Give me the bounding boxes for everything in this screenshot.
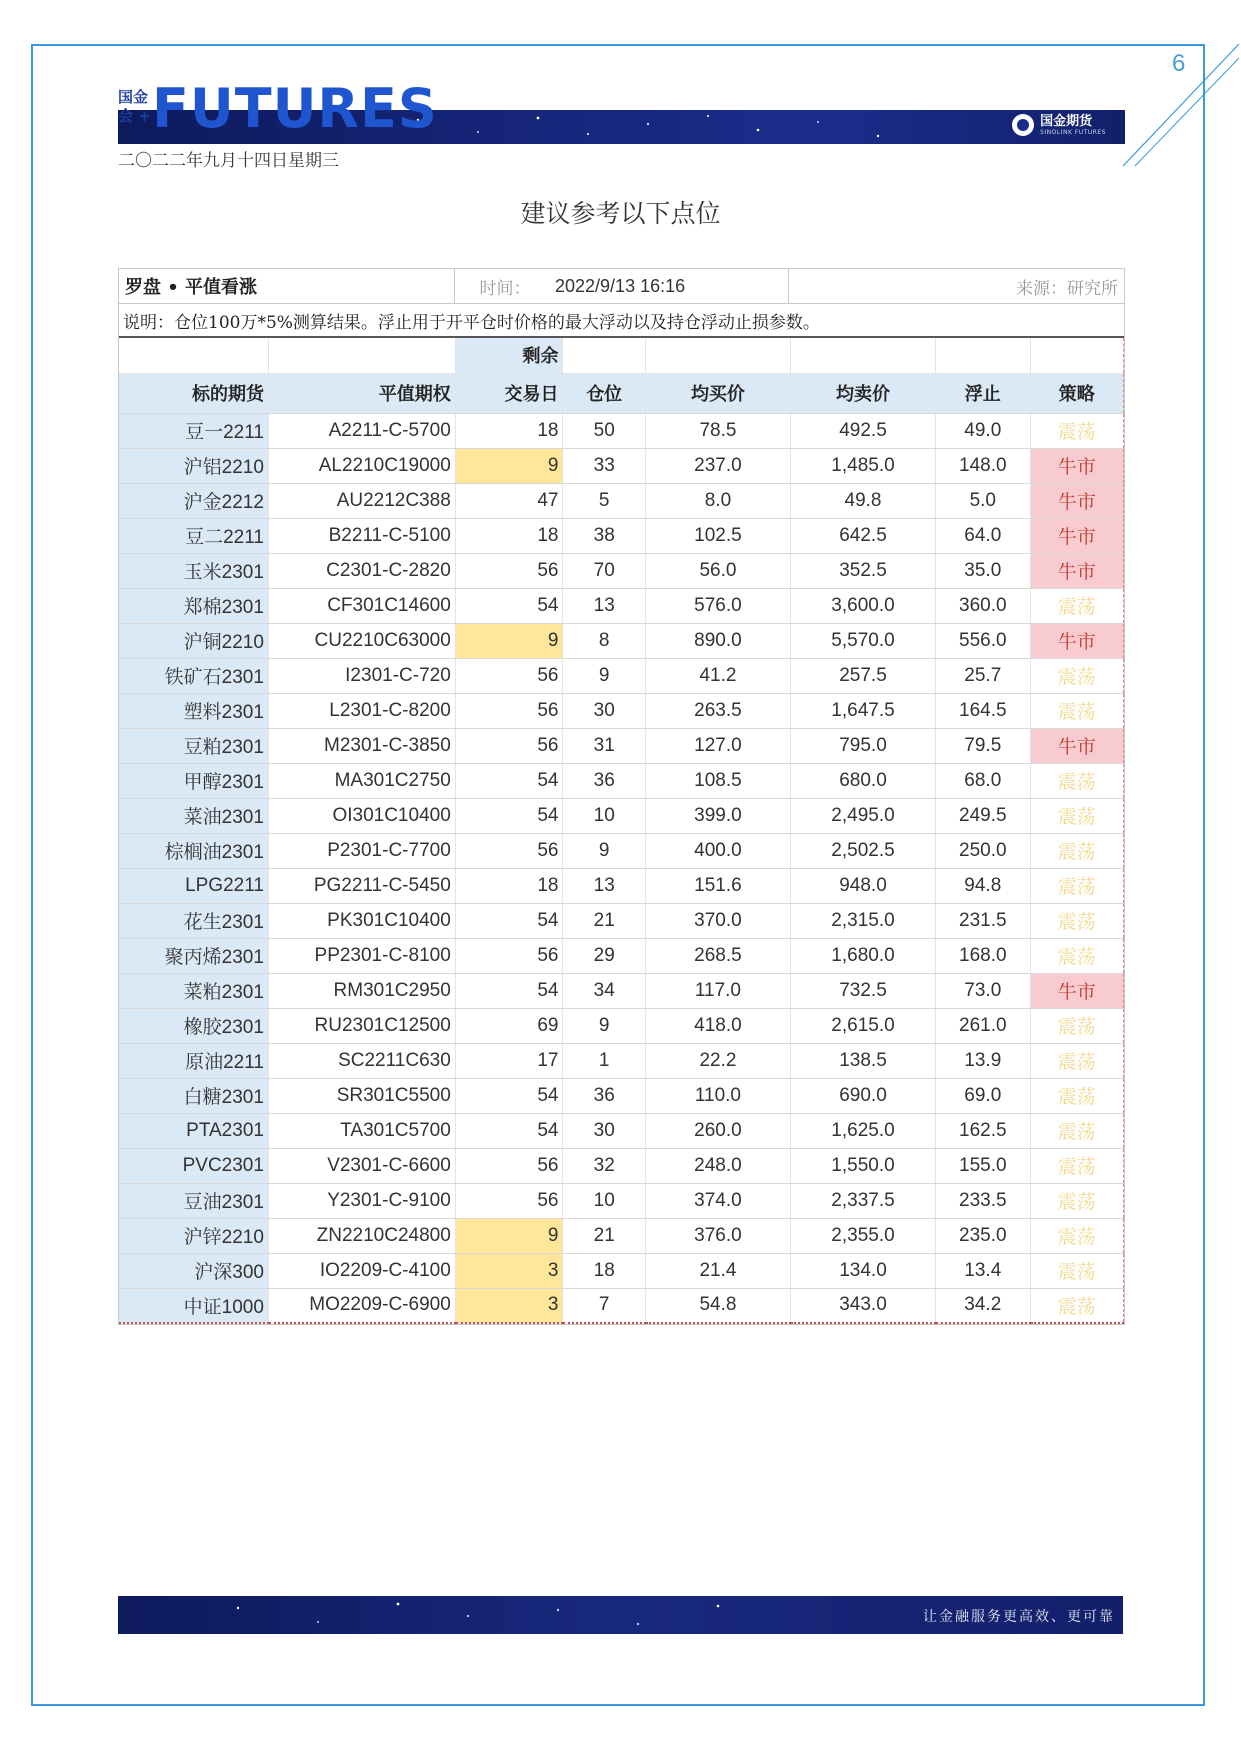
cell-option: MA301C2750 [268,763,455,798]
cell-option: RU2301C12500 [268,1008,455,1043]
cell-option: TA301C5700 [268,1113,455,1148]
cell-position: 30 [563,1113,645,1148]
cell-float-stop: 250.0 [936,833,1031,868]
header-blank [790,338,935,373]
header-strategy: 策略 [1030,373,1123,413]
table-row [119,1288,1124,1323]
cell-float-stop: 162.5 [936,1113,1031,1148]
cell-avg-sell: 343.0 [790,1288,935,1323]
cell-avg-sell: 3,600.0 [790,588,935,623]
cell-strategy: 震荡 [1030,1008,1123,1043]
cell-position: 9 [563,1008,645,1043]
cell-float-stop: 25.7 [936,658,1031,693]
cell-float-stop: 249.5 [936,798,1031,833]
cell-avg-buy: 127.0 [645,728,790,763]
cell-underlying: 沪深300 [119,1253,268,1288]
cell-underlying: 豆粕2301 [119,728,268,763]
meta-row [119,269,1124,304]
table-row [119,1043,1124,1078]
header-avg-buy: 均买价 [645,373,790,413]
table-row [119,1113,1124,1148]
cell-strategy: 牛市 [1030,728,1123,763]
report-date: 二〇二二年九月十四日星期三 [118,151,339,171]
cell-avg-buy: 376.0 [645,1218,790,1253]
table-row [119,938,1124,973]
cell-underlying: PVC2301 [119,1148,268,1183]
table-row [119,658,1124,693]
cell-days: 18 [455,868,563,903]
table-row [119,588,1124,623]
cell-days: 54 [455,1078,563,1113]
cell-position: 33 [563,448,645,483]
cell-position: 7 [563,1288,645,1323]
cell-underlying: 中证1000 [119,1288,268,1323]
cell-position: 30 [563,693,645,728]
cell-avg-sell: 2,337.5 [790,1183,935,1218]
cell-days: 56 [455,938,563,973]
cell-option: B2211-C-5100 [268,518,455,553]
cell-strategy: 震荡 [1030,903,1123,938]
cell-position: 38 [563,518,645,553]
cell-strategy: 牛市 [1030,973,1123,1008]
cell-position: 10 [563,798,645,833]
cell-position: 9 [563,658,645,693]
cell-position: 5 [563,483,645,518]
cell-strategy: 震荡 [1030,1183,1123,1218]
brand-small-line2: 会 + [118,107,151,125]
cell-days: 9 [455,448,563,483]
cell-avg-sell: 1,550.0 [790,1148,935,1183]
page-title: 建议参考以下点位 [520,199,721,228]
cell-strategy: 震荡 [1030,1288,1123,1323]
cell-float-stop: 233.5 [936,1183,1031,1218]
cell-avg-sell: 2,355.0 [790,1218,935,1253]
cell-position: 21 [563,1218,645,1253]
header-position: 仓位 [563,373,645,413]
cell-underlying: 沪金2212 [119,483,268,518]
cell-avg-sell: 2,315.0 [790,903,935,938]
cell-position: 9 [563,833,645,868]
cell-avg-buy: 56.0 [645,553,790,588]
table-row [119,1078,1124,1113]
cell-position: 18 [563,1253,645,1288]
cell-avg-sell: 1,485.0 [790,448,935,483]
cell-avg-sell: 257.5 [790,658,935,693]
cell-position: 13 [563,588,645,623]
cell-option: CF301C14600 [268,588,455,623]
cell-underlying: 豆油2301 [119,1183,268,1218]
header-blank [119,338,268,373]
cell-days: 9 [455,623,563,658]
cell-days: 56 [455,728,563,763]
cell-avg-sell: 134.0 [790,1253,935,1288]
cell-avg-sell: 680.0 [790,763,935,798]
cell-option: PG2211-C-5450 [268,868,455,903]
cell-underlying: LPG2211 [119,868,268,903]
table-row [119,903,1124,938]
time-value: 2022/9/13 16:16 [555,269,789,303]
cell-strategy: 牛市 [1030,553,1123,588]
cell-avg-buy: 418.0 [645,1008,790,1043]
header-days: 交易日 [455,373,563,413]
cell-option: PP2301-C-8100 [268,938,455,973]
cell-strategy: 震荡 [1030,798,1123,833]
table-row [119,1008,1124,1043]
logo-circle-icon [1012,114,1034,136]
cell-underlying: 原油2211 [119,1043,268,1078]
cell-option: Y2301-C-9100 [268,1183,455,1218]
table-row [119,868,1124,903]
cell-float-stop: 261.0 [936,1008,1031,1043]
table-row [119,1183,1124,1218]
cell-days: 56 [455,658,563,693]
cell-avg-sell: 5,570.0 [790,623,935,658]
cell-underlying: 塑料2301 [119,693,268,728]
cell-days: 3 [455,1253,563,1288]
reference-table [118,268,1125,1325]
cell-avg-buy: 576.0 [645,588,790,623]
cell-avg-buy: 151.6 [645,868,790,903]
cell-avg-sell: 732.5 [790,973,935,1008]
cell-days: 56 [455,693,563,728]
cell-underlying: 玉米2301 [119,553,268,588]
cell-days: 56 [455,833,563,868]
page-number: 6 [1172,50,1186,77]
cell-underlying: 菜粕2301 [119,973,268,1008]
cell-float-stop: 64.0 [936,518,1031,553]
header-blank [936,338,1031,373]
cell-position: 34 [563,973,645,1008]
cell-float-stop: 164.5 [936,693,1031,728]
table-row [119,483,1124,518]
cell-days: 18 [455,518,563,553]
cell-underlying: 白糖2301 [119,1078,268,1113]
cell-position: 32 [563,1148,645,1183]
cell-option: PK301C10400 [268,903,455,938]
table-row [119,1218,1124,1253]
header-avg-sell: 均卖价 [790,373,935,413]
cell-position: 36 [563,1078,645,1113]
cell-strategy: 牛市 [1030,448,1123,483]
cell-float-stop: 155.0 [936,1148,1031,1183]
source-label: 来源：研究所 [1016,278,1118,299]
cell-days: 3 [455,1288,563,1323]
cell-days: 56 [455,1148,563,1183]
cell-avg-buy: 78.5 [645,413,790,448]
cell-avg-buy: 370.0 [645,903,790,938]
cell-option: AU2212C388 [268,483,455,518]
cell-days: 69 [455,1008,563,1043]
table-row [119,693,1124,728]
cell-option: MO2209-C-6900 [268,1288,455,1323]
cell-avg-sell: 2,502.5 [790,833,935,868]
cell-float-stop: 79.5 [936,728,1031,763]
cell-days: 54 [455,903,563,938]
cell-avg-buy: 399.0 [645,798,790,833]
cell-option: I2301-C-720 [268,658,455,693]
cell-float-stop: 49.0 [936,413,1031,448]
cell-days: 17 [455,1043,563,1078]
table-row [119,553,1124,588]
brand-small-mark [118,88,151,126]
cell-position: 36 [563,763,645,798]
table-row [119,518,1124,553]
cell-option: M2301-C-3850 [268,728,455,763]
cell-strategy: 震荡 [1030,1043,1123,1078]
cell-float-stop: 231.5 [936,903,1031,938]
cell-underlying: 沪锌2210 [119,1218,268,1253]
cell-option: C2301-C-2820 [268,553,455,588]
cell-option: IO2209-C-4100 [268,1253,455,1288]
cell-avg-sell: 1,625.0 [790,1113,935,1148]
cell-position: 1 [563,1043,645,1078]
note-text: 说明：仓位100万*5%测算结果。浮止用于开平仓时价格的最大浮动以及持仓浮动止损参数。 [119,304,1124,338]
table-row [119,973,1124,1008]
cell-underlying: 郑棉2301 [119,588,268,623]
cell-avg-buy: 268.5 [645,938,790,973]
footer-slogan: 让金融服务更高效、更可靠 [923,1609,1115,1625]
cell-avg-sell: 795.0 [790,728,935,763]
cell-underlying: 聚丙烯2301 [119,938,268,973]
cell-avg-sell: 2,495.0 [790,798,935,833]
cell-avg-buy: 890.0 [645,623,790,658]
cell-avg-buy: 248.0 [645,1148,790,1183]
header-option: 平值期权 [268,373,455,413]
header-row-top [119,338,1124,373]
cell-avg-sell: 492.5 [790,413,935,448]
cell-avg-buy: 108.5 [645,763,790,798]
cell-avg-buy: 8.0 [645,483,790,518]
cell-option: P2301-C-7700 [268,833,455,868]
logo-subtitle: SINOLINK FUTURES [1040,128,1106,136]
cell-strategy: 牛市 [1030,623,1123,658]
cell-days: 54 [455,763,563,798]
cell-avg-sell: 642.5 [790,518,935,553]
cell-strategy: 震荡 [1030,1218,1123,1253]
footer-banner [118,1596,1123,1634]
cell-option: A2211-C-5700 [268,413,455,448]
cell-days: 47 [455,483,563,518]
cell-option: V2301-C-6600 [268,1148,455,1183]
table-row [119,623,1124,658]
cell-avg-sell: 690.0 [790,1078,935,1113]
cell-underlying: PTA2301 [119,1113,268,1148]
cell-float-stop: 5.0 [936,483,1031,518]
cell-float-stop: 68.0 [936,763,1031,798]
header-row [119,373,1124,413]
table-row [119,798,1124,833]
starfield-decoration [118,1596,818,1634]
brand-futures-wordmark: FUTURES [152,77,438,140]
cell-option: CU2210C63000 [268,623,455,658]
cell-underlying: 沪铜2210 [119,623,268,658]
data-table [119,338,1124,1324]
cell-avg-sell: 352.5 [790,553,935,588]
company-logo [1012,114,1106,136]
cell-option: ZN2210C24800 [268,1218,455,1253]
cell-float-stop: 360.0 [936,588,1031,623]
cell-float-stop: 235.0 [936,1218,1031,1253]
cell-avg-buy: 54.8 [645,1288,790,1323]
cell-avg-buy: 102.5 [645,518,790,553]
cell-avg-sell: 1,647.5 [790,693,935,728]
cell-strategy: 震荡 [1030,1078,1123,1113]
cell-position: 21 [563,903,645,938]
cell-strategy: 震荡 [1030,938,1123,973]
cell-underlying: 橡胶2301 [119,1008,268,1043]
brand-small-line1: 国金 [118,88,149,106]
cell-avg-sell: 948.0 [790,868,935,903]
cell-position: 70 [563,553,645,588]
cell-days: 54 [455,1113,563,1148]
cell-position: 8 [563,623,645,658]
header-blank [563,338,645,373]
cell-avg-buy: 110.0 [645,1078,790,1113]
cell-option: SC2211C630 [268,1043,455,1078]
cell-avg-buy: 21.4 [645,1253,790,1288]
cell-underlying: 豆二2211 [119,518,268,553]
cell-days: 54 [455,973,563,1008]
header-blank [268,338,455,373]
cell-strategy: 震荡 [1030,413,1123,448]
product-label: 罗盘 • 平值看涨 [119,269,455,303]
cell-avg-buy: 117.0 [645,973,790,1008]
cell-strategy: 震荡 [1030,1113,1123,1148]
cell-strategy: 牛市 [1030,483,1123,518]
cell-float-stop: 148.0 [936,448,1031,483]
cell-underlying: 花生2301 [119,903,268,938]
cell-days: 18 [455,413,563,448]
header-blank [645,338,790,373]
header-float-stop: 浮止 [936,373,1031,413]
table-row [119,763,1124,798]
cell-option: OI301C10400 [268,798,455,833]
cell-avg-buy: 22.2 [645,1043,790,1078]
cell-option: L2301-C-8200 [268,693,455,728]
cell-days: 56 [455,553,563,588]
cell-position: 50 [563,413,645,448]
cell-position: 10 [563,1183,645,1218]
cell-option: AL2210C19000 [268,448,455,483]
table-row [119,448,1124,483]
cell-float-stop: 35.0 [936,553,1031,588]
cell-position: 29 [563,938,645,973]
cell-underlying: 铁矿石2301 [119,658,268,693]
cell-days: 54 [455,798,563,833]
table-row [119,1148,1124,1183]
cell-strategy: 震荡 [1030,868,1123,903]
cell-avg-sell: 2,615.0 [790,1008,935,1043]
cell-strategy: 牛市 [1030,518,1123,553]
cell-underlying: 甲醇2301 [119,763,268,798]
cell-option: SR301C5500 [268,1078,455,1113]
cell-avg-buy: 260.0 [645,1113,790,1148]
cell-strategy: 震荡 [1030,588,1123,623]
cell-float-stop: 168.0 [936,938,1031,973]
table-row [119,413,1124,448]
table-row [119,728,1124,763]
logo-name: 国金期货 [1040,113,1093,129]
cell-avg-buy: 237.0 [645,448,790,483]
cell-underlying: 棕榈油2301 [119,833,268,868]
cell-days: 54 [455,588,563,623]
cell-underlying: 沪铝2210 [119,448,268,483]
header-name: 标的期货 [119,373,268,413]
cell-float-stop: 556.0 [936,623,1031,658]
cell-days: 9 [455,1218,563,1253]
header-blank [1030,338,1123,373]
cell-avg-buy: 41.2 [645,658,790,693]
cell-float-stop: 69.0 [936,1078,1031,1113]
header-days-top: 剩余 [455,338,563,373]
cell-avg-buy: 374.0 [645,1183,790,1218]
cell-avg-sell: 49.8 [790,483,935,518]
cell-avg-buy: 263.5 [645,693,790,728]
time-label: 时间： [479,278,531,299]
cell-strategy: 震荡 [1030,1148,1123,1183]
cell-float-stop: 73.0 [936,973,1031,1008]
cell-position: 31 [563,728,645,763]
cell-underlying: 菜油2301 [119,798,268,833]
cell-avg-sell: 1,680.0 [790,938,935,973]
table-row [119,1253,1124,1288]
cell-float-stop: 13.9 [936,1043,1031,1078]
cell-strategy: 震荡 [1030,693,1123,728]
cell-underlying: 豆一2211 [119,413,268,448]
cell-days: 56 [455,1183,563,1218]
cell-float-stop: 94.8 [936,868,1031,903]
cell-avg-buy: 400.0 [645,833,790,868]
cell-strategy: 震荡 [1030,658,1123,693]
cell-float-stop: 34.2 [936,1288,1031,1323]
cell-strategy: 震荡 [1030,833,1123,868]
table-row [119,833,1124,868]
cell-strategy: 震荡 [1030,1253,1123,1288]
corner-decoration [1115,40,1241,170]
cell-avg-sell: 138.5 [790,1043,935,1078]
cell-option: RM301C2950 [268,973,455,1008]
cell-position: 13 [563,868,645,903]
cell-strategy: 震荡 [1030,763,1123,798]
cell-float-stop: 13.4 [936,1253,1031,1288]
